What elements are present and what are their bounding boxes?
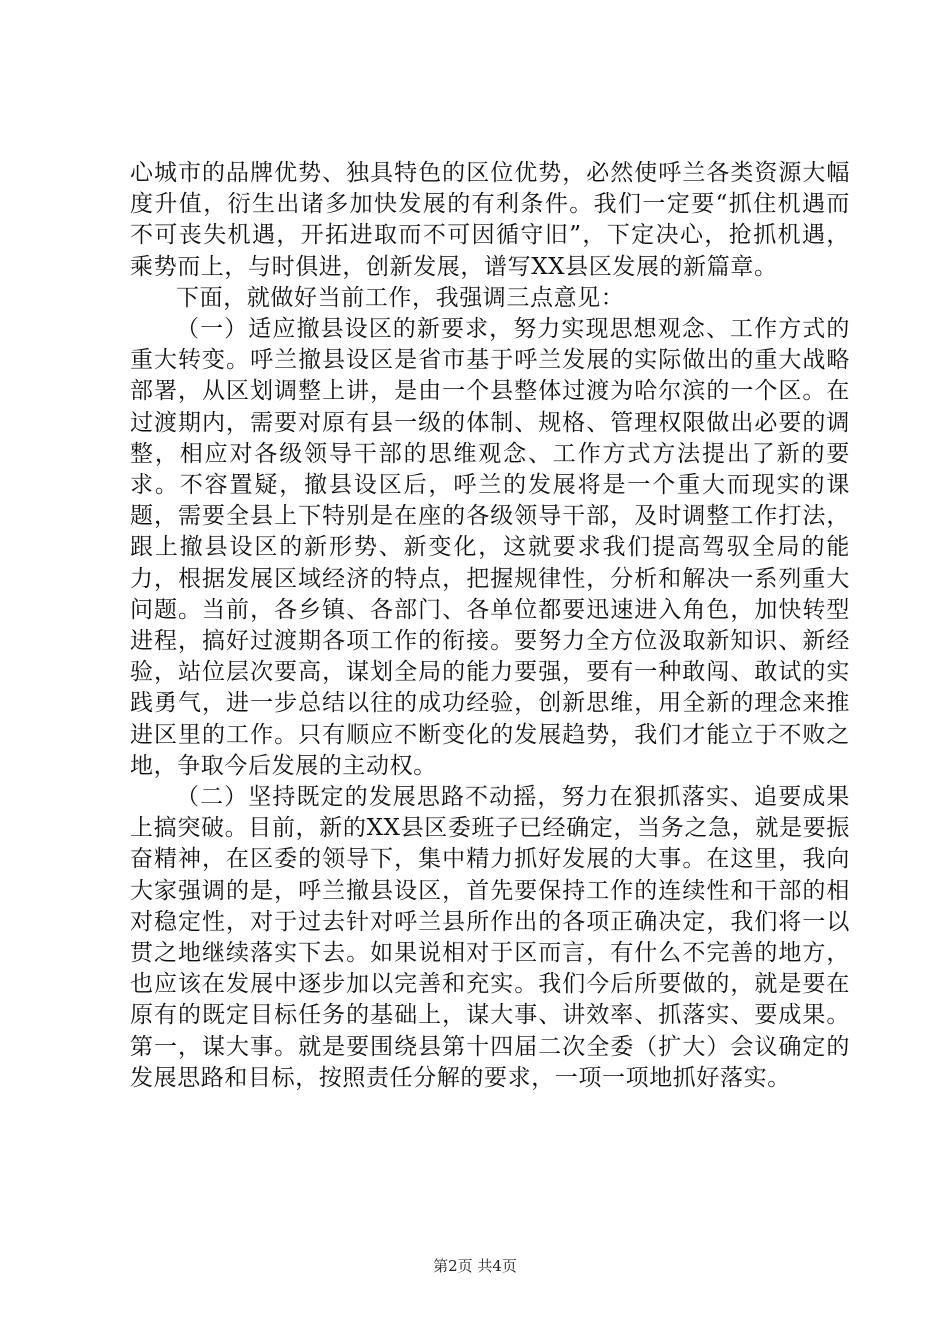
paragraph-continuation: 心城市的品牌优势、独具特色的区位优势，必然使呼兰各类资源大幅度升值，衍生出诸多加快发展的有利条件。我们一定要“抓住机遇而不可丧失机遇，开拓进取而不可因循守旧”，下定决心，抢抓机遇，乘势而上，与时俱进，创新发展，谱写XX县区发展的新篇章。: [130, 160, 850, 280]
paragraph-point-two: （二）坚持既定的发展思路不动摇，努力在狠抓落实、追要成果上搞突破。目前，新的XX县区委班子已经确定，当务之急，就是要振奋精神，在区委的领导下，集中精力抓好发展的大事。在这里，我向大家强调的是，呼兰撤县设区，首先要保持工作的连续性和干部的相对稳定性，对于过去针对呼兰县所作出的各项正确决定，我们将一以贯之地继续落实下去。如果说相对于区而言，有什么不完善的地方，也应该在发展中逐步加以完善和充实。我们今后所要做的，就是要在原有的既定目标任务的基础上，谋大事、讲效率、抓落实、要成果。第一，谋大事。就是要围绕县第十四届二次全委（扩大）会议确定的发展思路和目标，按照责任分解的要求，一项一项地抓好落实。: [130, 784, 850, 1091]
page-number-footer: 第2页 共4页: [433, 1257, 517, 1275]
paragraph-intro: 下面，就做好当前工作，我强调三点意见：: [176, 284, 625, 311]
document-body: [130, 158, 850, 1094]
paragraph-point-one: （一）适应撤县设区的新要求，努力实现思想观念、工作方式的重大转变。呼兰撤县设区是省市基于呼兰发展的实际做出的重大战略部署，从区划调整上讲，是由一个县整体过渡为哈尔滨的一个区。在过渡期内，需要对原有县一级的体制、规格、管理权限做出必要的调整，相应对各级领导干部的思维观念、工作方式方法提出了新的要求。不容置疑，撤县设区后，呼兰的发展将是一个重大而现实的课题，需要全县上下特别是在座的各级领导干部，及时调整工作打法，跟上撤县设区的新形势、新变化，这就要求我们提高驾驭全局的能力，根据发展区域经济的特点，把握规律性，分析和解决一系列重大问题。当前，各乡镇、各部门、各单位都要迅速进入角色，加快转型进程，搞好过渡期各项工作的衔接。要努力全方位汲取新知识、新经验，站位层次要高，谋划全局的能力要强，要有一种敢闯、敢试的实践勇气，进一步总结以往的成功经验，创新思维，用全新的理念来推进区里的工作。只有顺应不断变化的发展趋势，我们才能立于不败之地，争取今后发展的主动权。: [130, 316, 850, 779]
